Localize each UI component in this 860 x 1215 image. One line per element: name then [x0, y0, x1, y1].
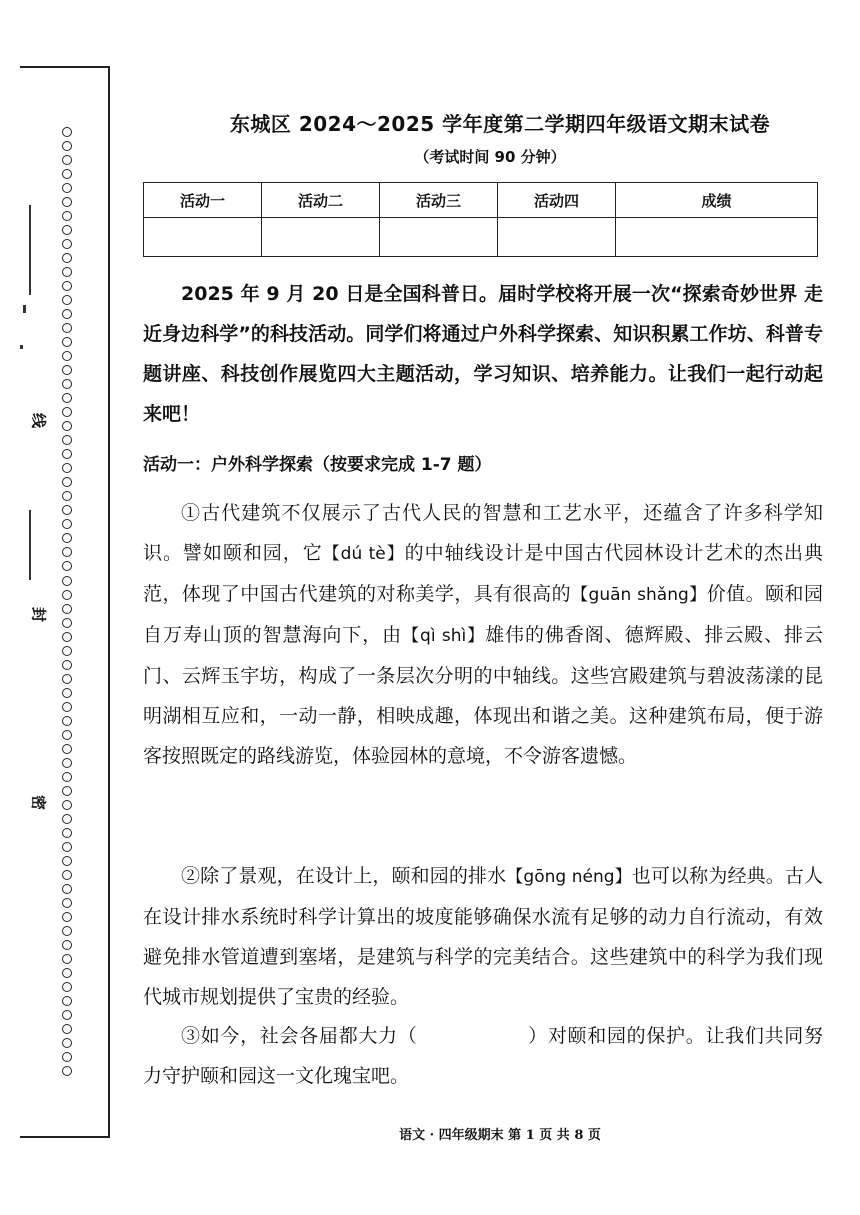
binding-dot: [62, 379, 72, 389]
binding-dot: [62, 337, 72, 347]
binding-dot: [62, 393, 72, 403]
p1-text-1: ①古代建筑不仅展示了古代人民的智慧和工艺水平，还蕴含了许多科学知识。譬如颐和园，它: [143, 502, 823, 564]
binding-dot: [62, 505, 72, 515]
score-header-activity-2: 活动二: [262, 183, 380, 218]
page-footer: 语文 · 四年级期末 第 1 页 共 8 页: [399, 1128, 601, 1143]
binding-dot: [62, 421, 72, 431]
binding-dot: [62, 197, 72, 207]
binding-class-line: [29, 510, 31, 580]
binding-dot-line: [58, 127, 76, 1077]
binding-dot: [62, 954, 72, 964]
score-header-total: 成绩: [616, 183, 818, 218]
score-table: [143, 182, 818, 257]
pinyin-blank-guanshang[interactable]: 【guān shǎng】: [571, 585, 707, 605]
exam-title: 东城区 2024～2025 学年度第二学期四年级语文期末试卷: [229, 112, 771, 136]
binding-dot: [62, 926, 72, 936]
binding-dot: [62, 491, 72, 501]
score-cell-activity-4[interactable]: [498, 218, 616, 257]
binding-dot: [62, 758, 72, 768]
binding-dot: [62, 365, 72, 375]
binding-dot: [62, 1052, 72, 1062]
score-table-entry-row: [144, 218, 818, 257]
binding-dot: [62, 141, 72, 151]
binding-dot: [62, 169, 72, 179]
p1-text-4: 雄伟的佛香阁、德辉殿、排云殿、排云门、云辉玉宇坊，构成了一条层次分明的中轴线。这些宫殿建筑与碧波荡漾的昆明湖相互应和，一动一静，相映成趣，体现出和谐之美。这种建筑布局，便于游客按照既定的路线游览，体验园林的意境，不令游客遗憾。: [143, 624, 823, 767]
binding-dot: [62, 477, 72, 487]
binding-dot: [62, 211, 72, 221]
binding-dot: [62, 183, 72, 193]
score-cell-activity-2[interactable]: [262, 218, 380, 257]
binding-dot: [62, 702, 72, 712]
p2-text-2: 也可以称为经典。古人在设计排水系统时科学计算出的坡度能够确保水流有足够的动力自行流动，有效避免排水管道遭到塞堵，是建筑与科学的完美结合。这些建筑中的科学为我们现代城市规划提供了宝贵的经验。: [143, 865, 823, 1008]
score-cell-activity-1[interactable]: [144, 218, 262, 257]
binding-dot: [62, 800, 72, 810]
binding-dot: [62, 1038, 72, 1048]
binding-dot: [62, 281, 72, 291]
binding-char-secret: 密: [29, 794, 48, 810]
binding-dot: [62, 407, 72, 417]
p3-text-2: ）对颐和园的保护。让我们共同努力守护颐和园这一文化瑰宝吧。: [143, 1025, 823, 1087]
binding-name-line: [29, 205, 31, 295]
binding-dot: [62, 772, 72, 782]
binding-dot: [62, 576, 72, 586]
p3-text-1: ③如今，社会各届都大力（: [181, 1025, 418, 1047]
p1-text-3: 价值。颐和园自万寿山顶的智慧海向下，由: [143, 583, 823, 646]
binding-dot: [62, 674, 72, 684]
binding-dot: [62, 435, 72, 445]
pinyin-blank-gongneng[interactable]: 【gōng néng】: [506, 867, 632, 887]
binding-dot: [62, 295, 72, 305]
binding-dot: [62, 519, 72, 529]
binding-dot: [62, 814, 72, 824]
binding-dot: [62, 253, 72, 263]
binding-dot: [62, 688, 72, 698]
binding-tick: [23, 305, 26, 313]
pinyin-blank-qishi[interactable]: 【qì shì】: [402, 626, 486, 646]
binding-dot: [62, 618, 72, 628]
binding-tick: [20, 345, 23, 349]
binding-dot: [62, 842, 72, 852]
score-header-activity-4: 活动四: [498, 183, 616, 218]
p2-text-1: ②除了景观，在设计上，颐和园的排水: [181, 865, 507, 887]
binding-dot: [62, 590, 72, 600]
binding-dot: [62, 646, 72, 656]
binding-dot: [62, 968, 72, 978]
binding-dot: [62, 786, 72, 796]
score-header-activity-3: 活动三: [380, 183, 498, 218]
score-cell-total[interactable]: [616, 218, 818, 257]
binding-dot: [62, 884, 72, 894]
binding-dot: [62, 744, 72, 754]
paragraph-2: [143, 856, 823, 1017]
binding-dot: [62, 940, 72, 950]
binding-dot: [62, 730, 72, 740]
binding-dot: [62, 239, 72, 249]
binding-dot: [62, 561, 72, 571]
binding-dot: [62, 463, 72, 473]
binding-dot: [62, 660, 72, 670]
binding-char-line: 线: [29, 412, 48, 428]
binding-dot: [62, 1066, 72, 1076]
score-cell-activity-3[interactable]: [380, 218, 498, 257]
binding-dot: [62, 898, 72, 908]
binding-dot: [62, 323, 72, 333]
section-1-heading: 活动一：户外科学探索（按要求完成 1-7 题）: [143, 455, 492, 475]
binding-dot: [62, 828, 72, 838]
binding-dot: [62, 449, 72, 459]
binding-dot: [62, 155, 72, 165]
binding-dot: [62, 225, 72, 235]
paragraph-1: [143, 493, 823, 776]
score-table-header-row: [144, 183, 818, 218]
p1-text-2: 的中轴线设计是中国古代园林设计艺术的杰出典范，体现了中国古代建筑的对称美学，具有很高的: [143, 542, 823, 605]
binding-dot: [62, 267, 72, 277]
binding-dot: [62, 533, 72, 543]
exam-subtitle: （考试时间 90 分钟）: [414, 148, 566, 166]
binding-dot: [62, 351, 72, 361]
binding-dot: [62, 604, 72, 614]
binding-dot: [62, 870, 72, 880]
binding-dot: [62, 309, 72, 319]
score-header-activity-1: 活动一: [144, 183, 262, 218]
binding-dot: [62, 996, 72, 1006]
binding-dot: [62, 1010, 72, 1020]
binding-dot: [62, 632, 72, 642]
intro-paragraph: 2025 年 9 月 20 日是全国科普日。届时学校将开展一次“探索奇妙世界 走近身边科学”的科技活动。同学们将通过户外科学探索、知识积累工作坊、科普专题讲座、科技创作展览四大主题活动，学习知识、培养能力。让我们一起行动起来吧！: [143, 283, 823, 425]
binding-dot: [62, 912, 72, 922]
binding-dot: [62, 856, 72, 866]
binding-char-seal: 封: [29, 606, 48, 622]
binding-dot: [62, 1024, 72, 1034]
binding-dot: [62, 127, 72, 137]
binding-dot: [62, 547, 72, 557]
pinyin-blank-dute[interactable]: 【dú tè】: [322, 544, 405, 564]
paragraph-3: [143, 1016, 823, 1096]
binding-dot: [62, 716, 72, 726]
binding-dot: [62, 982, 72, 992]
